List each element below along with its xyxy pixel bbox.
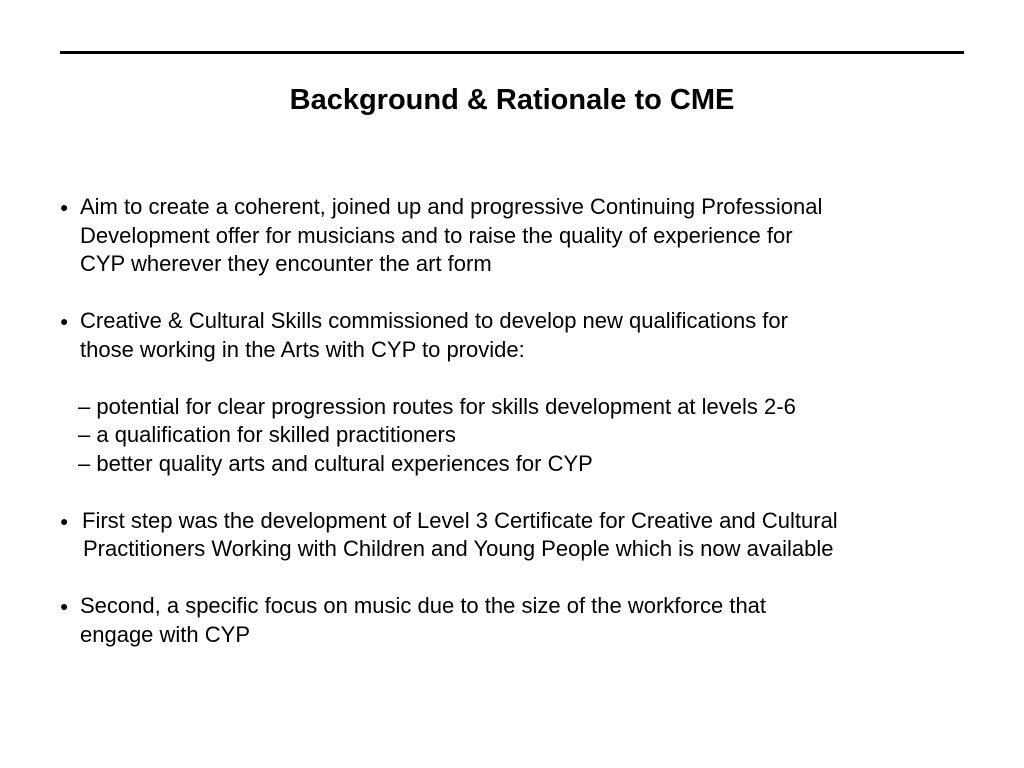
bullet-text-line: First step was the development of Level 3 Certificate for Creative and Cultural bbox=[82, 507, 838, 533]
bullet-dot-icon: ● bbox=[60, 313, 69, 329]
slide-title: Background & Rationale to CME bbox=[289, 84, 735, 116]
sub-list bbox=[60, 393, 990, 479]
slide-body bbox=[60, 193, 990, 649]
bullet-text-line: engage with CYP bbox=[80, 621, 250, 647]
bullet-text-line: Aim to create a coherent, joined up and progressive Continuing Professional bbox=[80, 194, 823, 219]
bullet-text-line: Second, a specific focus on music due to the size of the workforce that bbox=[80, 593, 767, 618]
spacer bbox=[60, 279, 990, 308]
bullet-dot-icon: ● bbox=[60, 512, 69, 529]
title-divider-rule bbox=[60, 51, 964, 54]
bullet-item-first-step bbox=[60, 507, 990, 564]
spacer bbox=[60, 564, 990, 593]
bullet-dot-icon: ● bbox=[60, 598, 69, 614]
bullet-item-qualifications bbox=[60, 307, 990, 364]
spacer bbox=[60, 478, 990, 507]
bullet-text-line: CYP wherever they encounter the art form bbox=[80, 251, 492, 276]
sub-item: – better quality arts and cultural experiences for CYP bbox=[78, 450, 593, 476]
bullet-text-line: Creative & Cultural Skills commissioned to develop new qualifications for bbox=[80, 308, 788, 333]
bullet-text-line: Practitioners Working with Children and Young People which is now available bbox=[83, 536, 834, 561]
bullet-text-line: Development offer for musicians and to raise the quality of experience for bbox=[80, 222, 793, 248]
bullet-item-aim bbox=[60, 193, 990, 279]
spacer bbox=[60, 364, 990, 393]
sub-item: – potential for clear progression routes for skills development at levels 2-6 bbox=[78, 393, 796, 419]
bullet-item-second bbox=[60, 592, 990, 649]
bullet-text-line: those working in the Arts with CYP to provide: bbox=[80, 336, 525, 362]
sub-item: – a qualification for skilled practitioners bbox=[78, 422, 456, 447]
bullet-dot-icon: ● bbox=[60, 199, 69, 215]
